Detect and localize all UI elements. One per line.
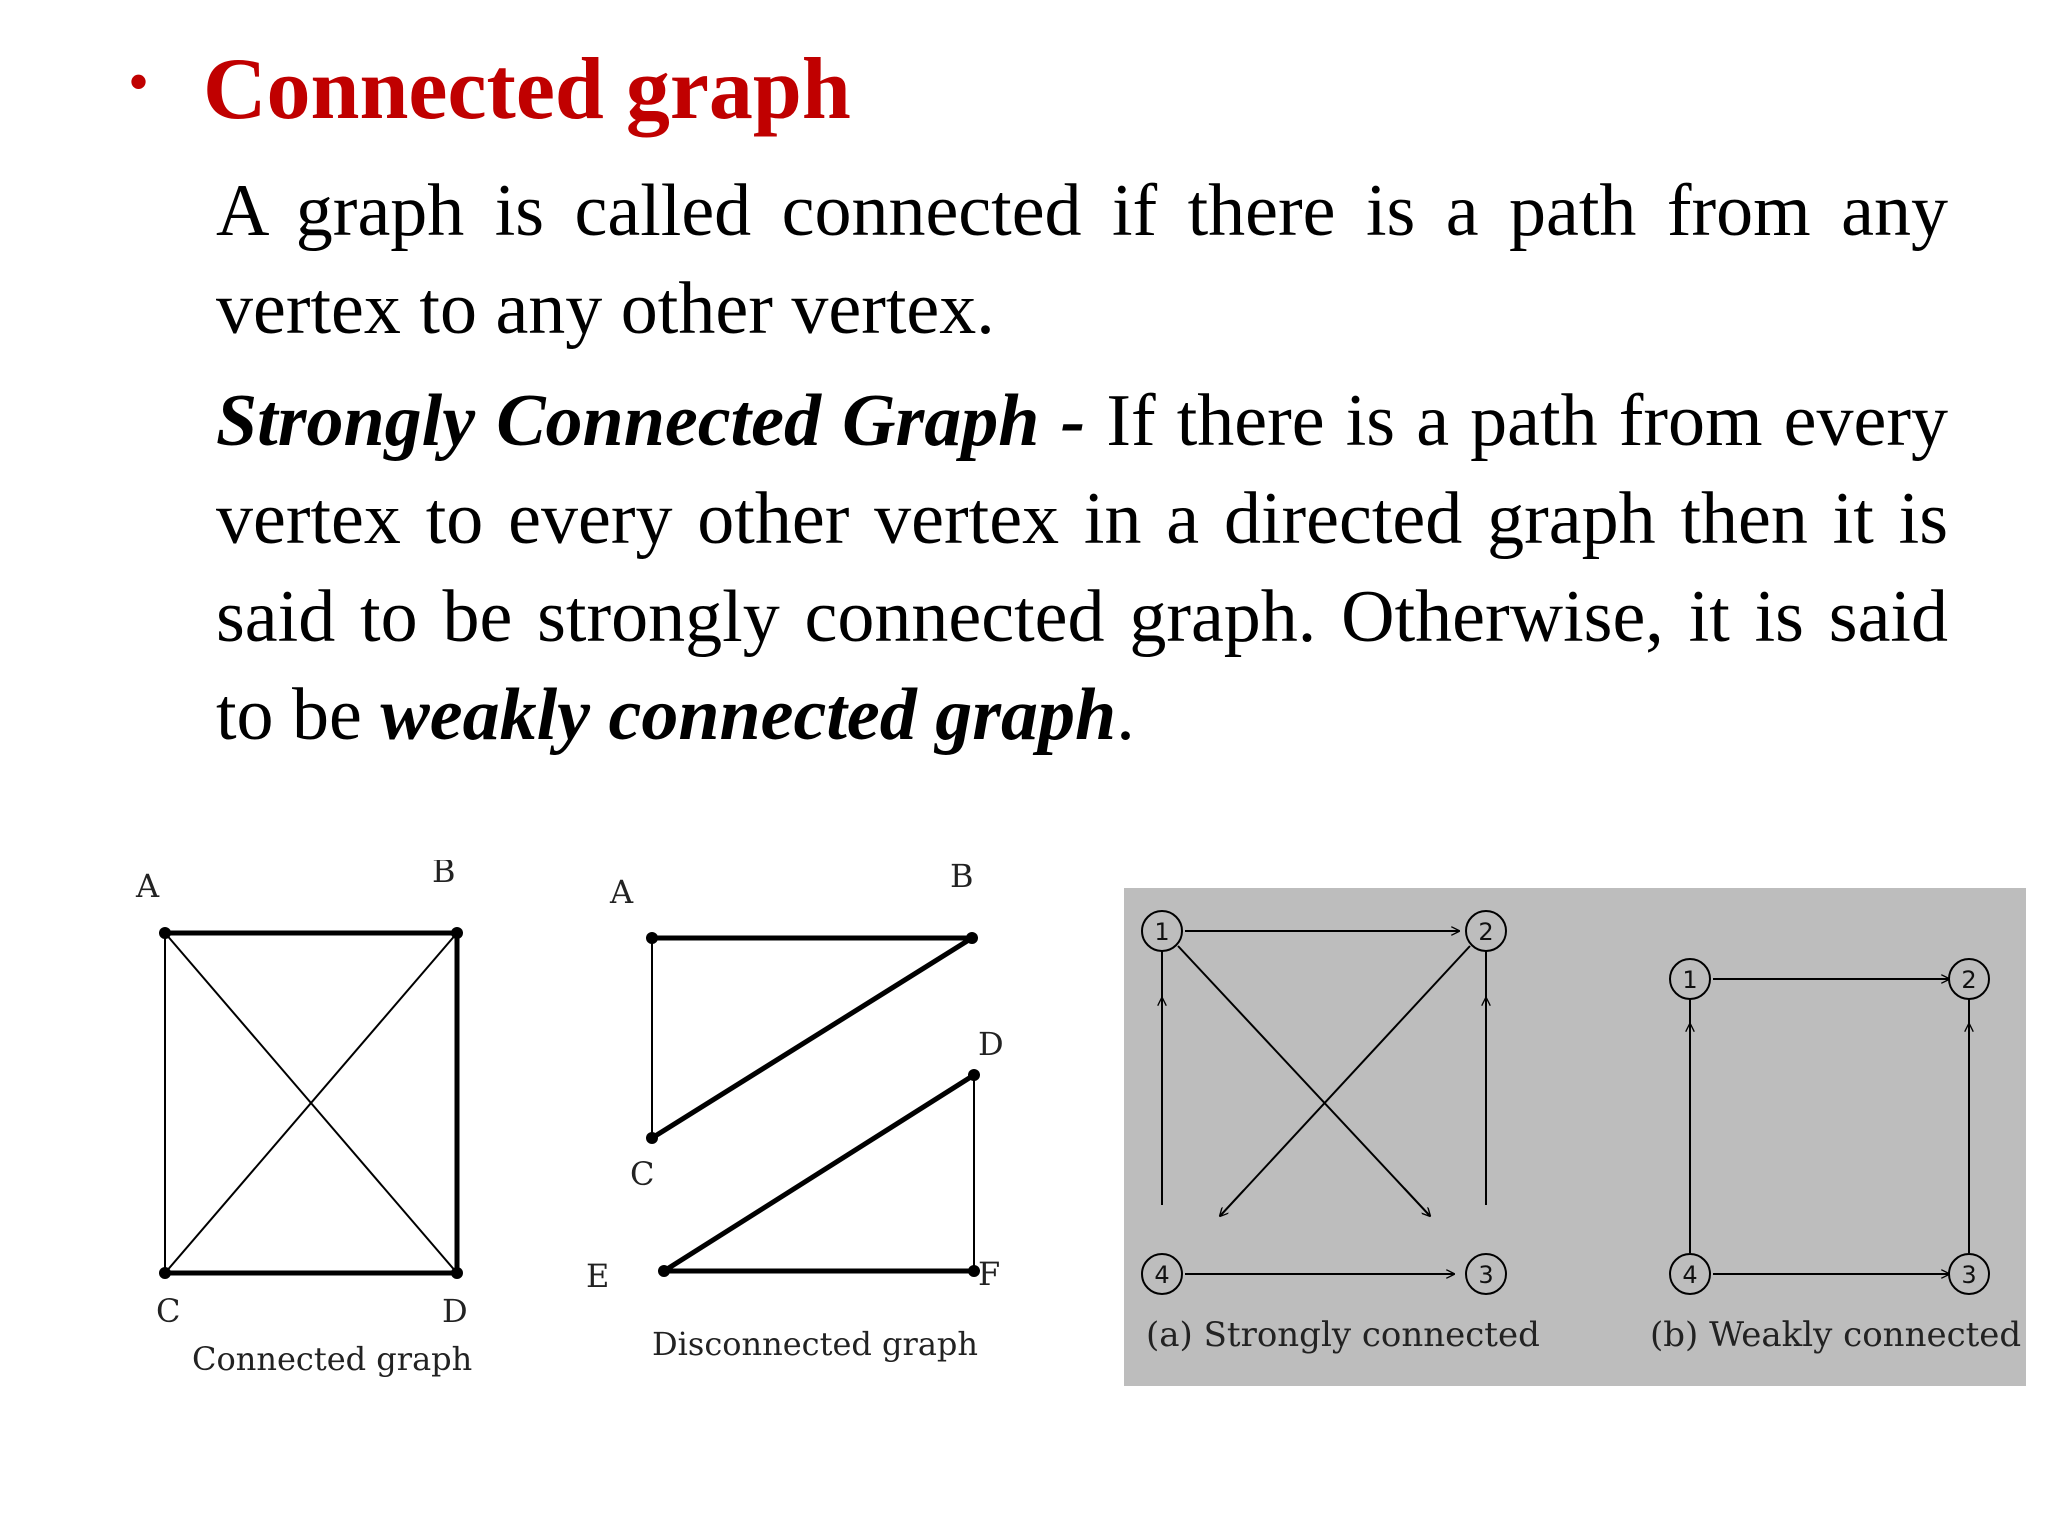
label-d: D <box>442 1292 468 1330</box>
term-strongly-connected: Strongly Connected Graph - <box>216 380 1086 462</box>
strong-weak-diagram <box>1124 888 2026 1388</box>
definition-strongly-connected <box>216 372 1948 764</box>
definition-connected: A graph is called connected if there is a path from any vertex to any other vertex. <box>216 170 1948 350</box>
label-c: C <box>630 1155 655 1193</box>
vertex-b <box>451 927 463 939</box>
label-b: B <box>432 860 456 890</box>
figure-strong-weak <box>1124 888 2026 1388</box>
bullet-marker: • <box>128 49 150 115</box>
vertex-b <box>966 932 978 944</box>
caption-connected-graph: Connected graph <box>192 1340 473 1378</box>
node-4-label: 4 <box>1682 1261 1698 1289</box>
label-e: E <box>586 1257 610 1295</box>
disconnected-graph-diagram <box>570 855 1030 1395</box>
caption-weakly-connected: (b) Weakly connected <box>1650 1315 2022 1355</box>
label-d: D <box>978 1025 1004 1063</box>
node-2-label: 2 <box>1478 918 1494 946</box>
definition-end: . <box>1116 674 1135 756</box>
definition-text: If there is a path from every vertex to every other vertex in a directed graph then it is said to be strongly connected graph. Otherwise, it is said to be <box>216 380 1948 756</box>
vertex-c <box>159 1267 171 1279</box>
term-weakly-connected: weakly connected graph <box>380 674 1117 756</box>
caption-strongly-connected: (a) Strongly connected <box>1146 1315 1540 1355</box>
vertex-a <box>646 932 658 944</box>
edge-de <box>664 1075 974 1271</box>
node-1-label: 1 <box>1682 966 1698 994</box>
node-3-label: 3 <box>1961 1261 1977 1289</box>
caption-disconnected-graph: Disconnected graph <box>652 1325 978 1363</box>
vertex-d <box>968 1069 980 1081</box>
figure-panel <box>1124 888 2026 1386</box>
vertex-c <box>646 1132 658 1144</box>
figure-connected-graph <box>120 860 480 1400</box>
node-4-label: 4 <box>1154 1261 1170 1289</box>
node-1-label: 1 <box>1154 918 1170 946</box>
node-3-label: 3 <box>1478 1261 1494 1289</box>
label-c: C <box>156 1292 181 1330</box>
label-f: F <box>978 1255 1001 1293</box>
vertex-d <box>451 1267 463 1279</box>
label-a: A <box>136 867 160 905</box>
node-2-label: 2 <box>1961 966 1977 994</box>
label-a: A <box>610 873 634 911</box>
connected-graph-diagram <box>120 860 480 1400</box>
vertex-a <box>159 927 171 939</box>
vertex-e <box>658 1265 670 1277</box>
figure-disconnected-graph <box>570 855 1030 1395</box>
label-b: B <box>950 857 974 895</box>
slide-heading: Connected graph <box>203 41 851 138</box>
